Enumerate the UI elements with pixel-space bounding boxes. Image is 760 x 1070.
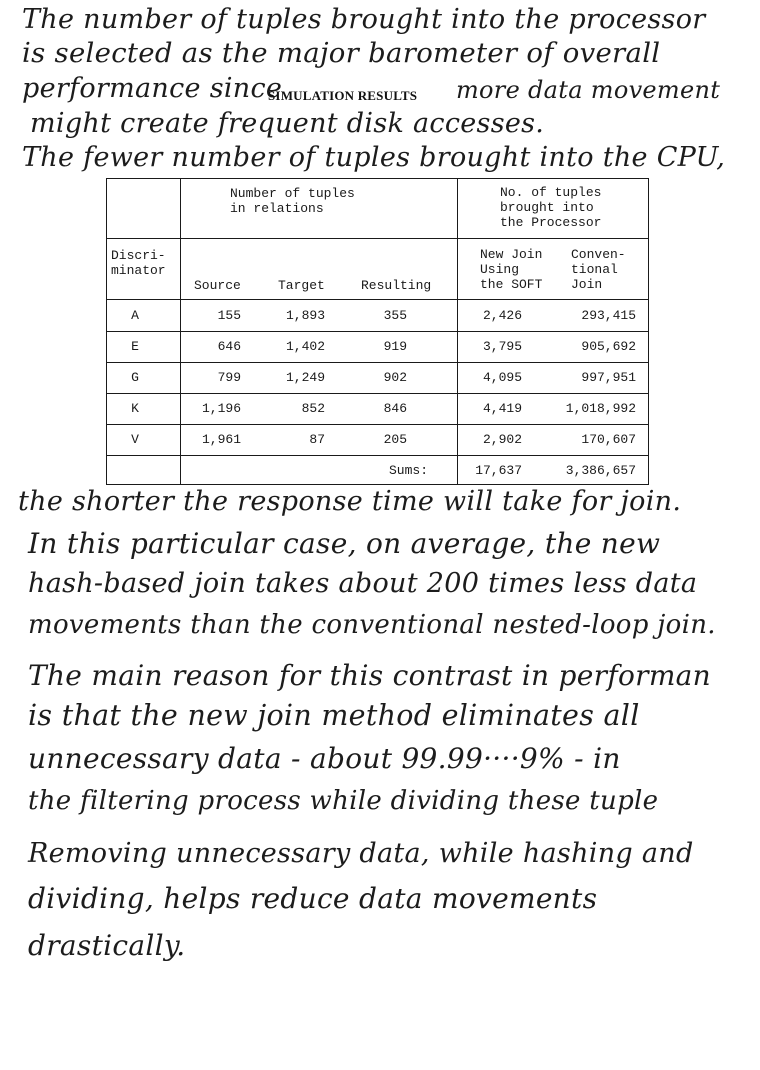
table-divider (107, 424, 648, 425)
table-cell-discriminator: V (131, 432, 139, 447)
table-divider (107, 299, 648, 300)
table-cell-source: 1,961 (201, 432, 241, 447)
table-divider (107, 362, 648, 363)
table-divider (107, 331, 648, 332)
table-cell-resulting: 355 (383, 308, 407, 323)
table-cell-source: 155 (217, 308, 241, 323)
column-header-new-join: New Join Using the SOFT (480, 247, 543, 292)
table-cell-conventional: 1,018,992 (565, 401, 636, 416)
table-cell-conventional: 170,607 (581, 432, 636, 447)
table-cell-target: 1,249 (285, 370, 325, 385)
handwritten-line: The number of tuples brought into the processor (22, 4, 706, 35)
table-cell-target: 852 (301, 401, 325, 416)
column-header-discriminator: Discri- minator (111, 248, 166, 278)
table-cell-discriminator: A (131, 308, 139, 323)
handwritten-line: is selected as the major barometer of overall (22, 37, 661, 69)
table-divider (107, 238, 648, 239)
table-cell-source: 1,196 (201, 401, 241, 416)
table-cell-resulting: 205 (383, 432, 407, 447)
handwritten-line: the filtering process while dividing these tuple (28, 786, 659, 816)
table-cell-target: 1,402 (285, 339, 325, 354)
handwritten-line: hash-based join takes about 200 times less data (28, 568, 698, 599)
table-cell-new-join: 4,419 (482, 401, 522, 416)
column-header-target: Target (278, 278, 325, 293)
simulation-results-title: SIMULATION RESULTS (268, 88, 418, 103)
handwritten-line: more data movement (456, 76, 721, 104)
table-cell-source: 646 (217, 339, 241, 354)
table-cell-resulting: 919 (383, 339, 407, 354)
column-header-source: Source (194, 278, 241, 293)
table-cell-new-join: 2,902 (482, 432, 522, 447)
table-cell-resulting: 846 (383, 401, 407, 416)
handwritten-line: unnecessary data - about 99.99····9% - in (28, 742, 621, 775)
table-cell-discriminator: E (131, 339, 139, 354)
handwritten-line: The fewer number of tuples brought into the CPU, (22, 142, 726, 173)
table-divider (107, 393, 648, 394)
table-cell-new-join: 3,795 (482, 339, 522, 354)
table-cell-source: 799 (217, 370, 241, 385)
handwritten-line: drastically. (28, 929, 186, 962)
table-divider (107, 455, 648, 456)
group-header-relations: Number of tuples in relations (230, 186, 355, 216)
sum-conventional: 3,386,657 (565, 463, 636, 478)
handwritten-line: might create frequent disk accesses. (30, 108, 545, 139)
column-header-conventional: Conven- tional Join (571, 247, 626, 292)
sum-new-join: 17,637 (475, 463, 522, 478)
handwritten-line: In this particular case, on average, the new (28, 527, 661, 560)
handwritten-line: performance since (22, 73, 283, 104)
handwritten-line: Removing unnecessary data, while hashing and (28, 838, 694, 869)
handwritten-line: movements than the conventional nested-loop join. (28, 610, 716, 640)
group-header-processor: No. of tuples brought into the Processor (500, 185, 602, 230)
handwritten-line: The main reason for this contrast in performan (28, 659, 712, 692)
handwritten-line: the shorter the response time will take for join. (18, 486, 682, 517)
column-header-resulting: Resulting (361, 278, 432, 293)
sums-label: Sums: (389, 463, 429, 478)
simulation-results-table (106, 178, 649, 485)
table-cell-conventional: 905,692 (581, 339, 636, 354)
table-cell-new-join: 4,095 (482, 370, 522, 385)
handwritten-line: dividing, helps reduce data movements (28, 882, 598, 915)
table-cell-discriminator: G (131, 370, 139, 385)
table-cell-discriminator: K (131, 401, 139, 416)
table-cell-conventional: 997,951 (581, 370, 636, 385)
table-cell-new-join: 2,426 (482, 308, 522, 323)
table-cell-conventional: 293,415 (581, 308, 636, 323)
table-cell-target: 1,893 (285, 308, 325, 323)
handwritten-line: is that the new join method eliminates all (28, 699, 640, 732)
table-cell-resulting: 902 (383, 370, 407, 385)
table-cell-target: 87 (309, 432, 325, 447)
